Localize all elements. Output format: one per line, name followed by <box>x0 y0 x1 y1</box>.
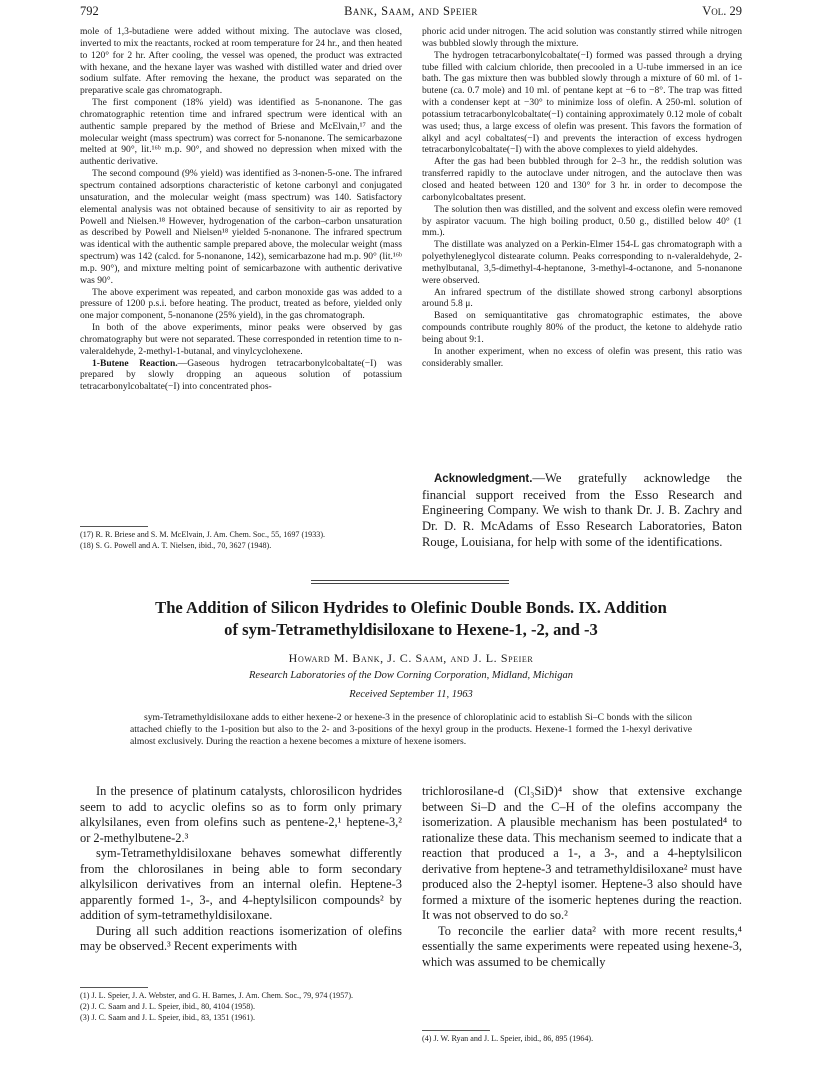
paragraph: mole of 1,3-butadiene were added without mixing. The autoclave was closed, inverted to mix the reactants, rocked at room temperature for 24 hr., and then heated to 120° for 2 hr. After cooling, the vessel was opened, the product was extracted with hexane, and the hexane layer was washed with distilled water and dried over sodium sulfate. After removing the hexane, the product was separated on the preparative scale gas chromatograph. <box>80 26 402 97</box>
affiliation: Research Laboratories of the Dow Corning Corporation, Midland, Michigan <box>249 670 573 681</box>
paragraph-text: —Gaseous hydrogen tetracarbonylcobaltate(−I) was prepared by slowly dropping an aqueous solution of potassium tetracarbonylcobaltate(−I) into concentrated phos- <box>80 357 402 393</box>
paragraph <box>80 358 402 394</box>
section-heading: 1-Butene Reaction. <box>92 357 178 369</box>
page-number: 792 <box>80 4 99 18</box>
footnote: (4) J. W. Ryan and J. L. Speier, ibid., 86, 895 (1964). <box>422 1034 594 1043</box>
paragraph: After the gas had been bubbled through for 2–3 hr., the reddish solution was transferred rapidly to the autoclave under nitrogen, and the autoclave then was closed and heated between 120 and 130° for 3 hr. in order to decompose the carbonylcobaltates present. <box>422 156 742 203</box>
footnote-rule <box>80 987 148 988</box>
paragraph: trichlorosilane-d (Cl₃SiD)⁴ show that extensive exchange between Si–D and the C–H of the olefins accompany the isomerization. A plausible mechanism has been postulated⁴ to rationalize these data. This mechanism seemed to indicate that a reaction that produced a 1-, a 3-, and a 4-heptylsilicon derivative from heptene-3 and tetramethyldisiloxane² must have produced also the 2-heptyl isomer. Heptene-3 also should have formed a mixture of the isomeric heptenes during the reaction. It was not observed to do so.² <box>422 784 742 922</box>
paragraph: In both of the above experiments, minor peaks were observed by gas chromatography but were not separated. These corresponded in retention time to n-valeraldehyde, 2-methyl-1-butanal, and vinylcyclohexene. <box>80 322 402 357</box>
section-divider <box>311 580 509 581</box>
footnote: (2) J. C. Saam and J. L. Speier, ibid., 80, 4104 (1958). <box>80 1001 256 1011</box>
article-title <box>80 597 742 641</box>
paragraph: phoric acid under nitrogen. The acid solution was constantly stirred while nitrogen was bubbled slowly through the mixture. <box>422 26 742 49</box>
footnote: (18) S. G. Powell and A. T. Nielsen, ibid., 70, 3627 (1948). <box>80 540 272 550</box>
footnote: (17) R. R. Briese and S. M. McElvain, J. Am. Chem. Soc., 55, 1697 (1933). <box>80 530 326 539</box>
running-header <box>80 4 742 20</box>
running-title: Bank, Saam, and Speier <box>344 4 478 18</box>
footnotes-top <box>80 530 402 552</box>
paragraph: The distillate was analyzed on a Perkin-Elmer 154-L gas chromatograph with a polyethyleneglycol distearate column. Peaks corresponding to n-valeraldehyde, 2-methylbutanal, 3,5-dimethyl-4-heptanone, 3-methyl-4-octanone, and 5-nonanone were observed. <box>422 239 742 286</box>
acknowledgment-text: —We gratefully acknowledge the financial support received from the Esso Research and Engineering Company. We wish to thank Dr. J. B. Zachry and Dr. D. R. McAdams of Esso Research Laboratories, Baton Rouge, Louisiana, for help with some of the identifications. <box>422 471 742 549</box>
paragraph: The solution then was distilled, and the solvent and excess olefin were removed by aspirator vacuum. The high boiling product, 0.50 g., distilled below 40° (1 mm.). <box>422 203 742 239</box>
body-column-right <box>422 784 742 970</box>
paragraph: An infrared spectrum of the distillate showed strong carbonyl absorptions around 5.8 μ. <box>422 286 742 310</box>
section-divider <box>311 583 509 584</box>
volume-label: Vol. 29 <box>702 4 742 18</box>
experimental-column-left <box>80 26 402 393</box>
paragraph: In the presence of platinum catalysts, chlorosilicon hydrides seem to add to acyclic olefins so as to form only primary alkylsilanes, even from olefins such as pentene-2,¹ heptene-3,² or 2-methylbutene-2.³ <box>80 784 402 845</box>
received-date: Received September 11, 1963 <box>349 689 473 700</box>
paragraph: To reconcile the earlier data² with more recent results,⁴ essentially the same experiments were repeated using hexene-3, which was assumed to be chemically <box>422 923 742 969</box>
paragraph: The above experiment was repeated, and carbon monoxide gas was added to a pressure of 1200 p.s.i. before heating. The product, treated as before, yielded only one major component, 5-nonanone (25% yield), in the gas chromatograph. <box>80 286 402 322</box>
paragraph: The second compound (9% yield) was identified as 3-nonen-5-one. The infrared spectrum contained adsorptions characteristic of ketone carbonyl and conjugated unsaturation, and the molecular weight (mass spectrum) was 140. Satisfactory elemental analysis was not obtained because of sensitivity to air as reported by Powell and Nielsen.¹⁸ However, hydrogenation of the carbon–carbon unsaturation as described by Powell and Nielsen¹⁸ yielded 5-nonanone. The infrared spectrum was identical with the authentic sample prepared above, the molecular weight (mass spectrum) was 142 (calcd. for 5-nonanone, 142), semicarbazone had m.p. 90° (lit.¹⁶ᵇ m.p. 90°), and mixture melting point of semicarbazone with authentic derivative was 90°. <box>80 168 402 286</box>
footnotes-bottom-right <box>422 1034 742 1045</box>
paragraph: In another experiment, when no excess of olefin was present, this ratio was considerably smaller. <box>422 345 742 369</box>
footnote: (3) J. C. Saam and J. L. Speier, ibid., 83, 1351 (1961). <box>80 1012 256 1022</box>
title-line: of sym-Tetramethyldisiloxane to Hexene-1, -2, and -3 <box>224 620 598 639</box>
body-column-left <box>80 784 402 955</box>
footnotes-bottom-left <box>80 991 402 1023</box>
experimental-column-right <box>422 26 742 369</box>
acknowledgment-heading: Acknowledgment. <box>434 473 533 485</box>
paragraph: The hydrogen tetracarbonylcobaltate(−I) formed was passed through a drying tube filled with calcium chloride, then precooled in a U-tube immersed in an ice bath. The gas mixture then was bubbled slowly through a mixture of 60 ml. of 1-butene (ca. 0.7 mole) and 10 ml. of pentane kept at −6 to −8°. The trap was fitted with a condenser kept at −30° to minimize loss of olefin. A 250-ml. solution of potassium tetracarbonylcobaltate(−I) containing approximately 0.12 mole of cobalt was used; thus, a large excess of olefin was present. This favors the formation of alkyl and acyl cobaltates(−I) and prevents the interaction of excess hydrogen tetracarbonylcobaltate(−I) with the above complexes to yield aldehydes. <box>422 49 742 156</box>
footnote-rule <box>422 1030 490 1031</box>
footnote-rule <box>80 526 148 527</box>
paragraph: During all such addition reactions isomerization of olefins may be observed.³ Recent experiments with <box>80 923 402 953</box>
footnote: (1) J. L. Speier, J. A. Webster, and G. H. Barnes, J. Am. Chem. Soc., 79, 974 (1957). <box>80 991 354 1000</box>
acknowledgment <box>422 471 742 551</box>
authors: Howard M. Bank, J. C. Saam, and J. L. Speier <box>288 651 534 665</box>
paragraph: The first component (18% yield) was identified as 5-nonanone. The gas chromatographic retention time and infrared spectrum were identical with an authentic sample prepared by the method of Briese and McElvain,¹⁷ and the molecular weight (mass spectrum) was correct for 5-nonanone. The semicarbazone melted at 90°, lit.¹⁶ᵇ m.p. 90°, and showed no depression when mixed with the authentic derivative. <box>80 97 402 168</box>
paragraph: sym-Tetramethyldisiloxane behaves somewhat differently from the chlorosilanes in being able to form secondary alkylsilicon derivatives from an internal olefin. Heptene-3 apparently formed 1-, 3-, and 4-heptylsilicon compounds² by addition of sym-tetramethyldisiloxane. <box>80 846 402 922</box>
title-line: The Addition of Silicon Hydrides to Olefinic Double Bonds. IX. Addition <box>155 598 667 617</box>
paragraph: Based on semiquantitative gas chromatographic estimates, the above compounds contribute roughly 80% of the product, the ketone to aldehyde ratio being about 9:1. <box>422 310 742 345</box>
abstract: sym-Tetramethyldisiloxane adds to either hexene-2 or hexene-3 in the presence of chloroplatinic acid to establish Si–C bonds with the silicon attached chiefly to the 1-position but also to the 2- and 3-positions of the hexyl group in the products. Hexene-1 formed the 1-hexyl derivative almost exclusively. During the reaction a hexene becomes a mixture of hexene isomers. <box>130 712 692 747</box>
